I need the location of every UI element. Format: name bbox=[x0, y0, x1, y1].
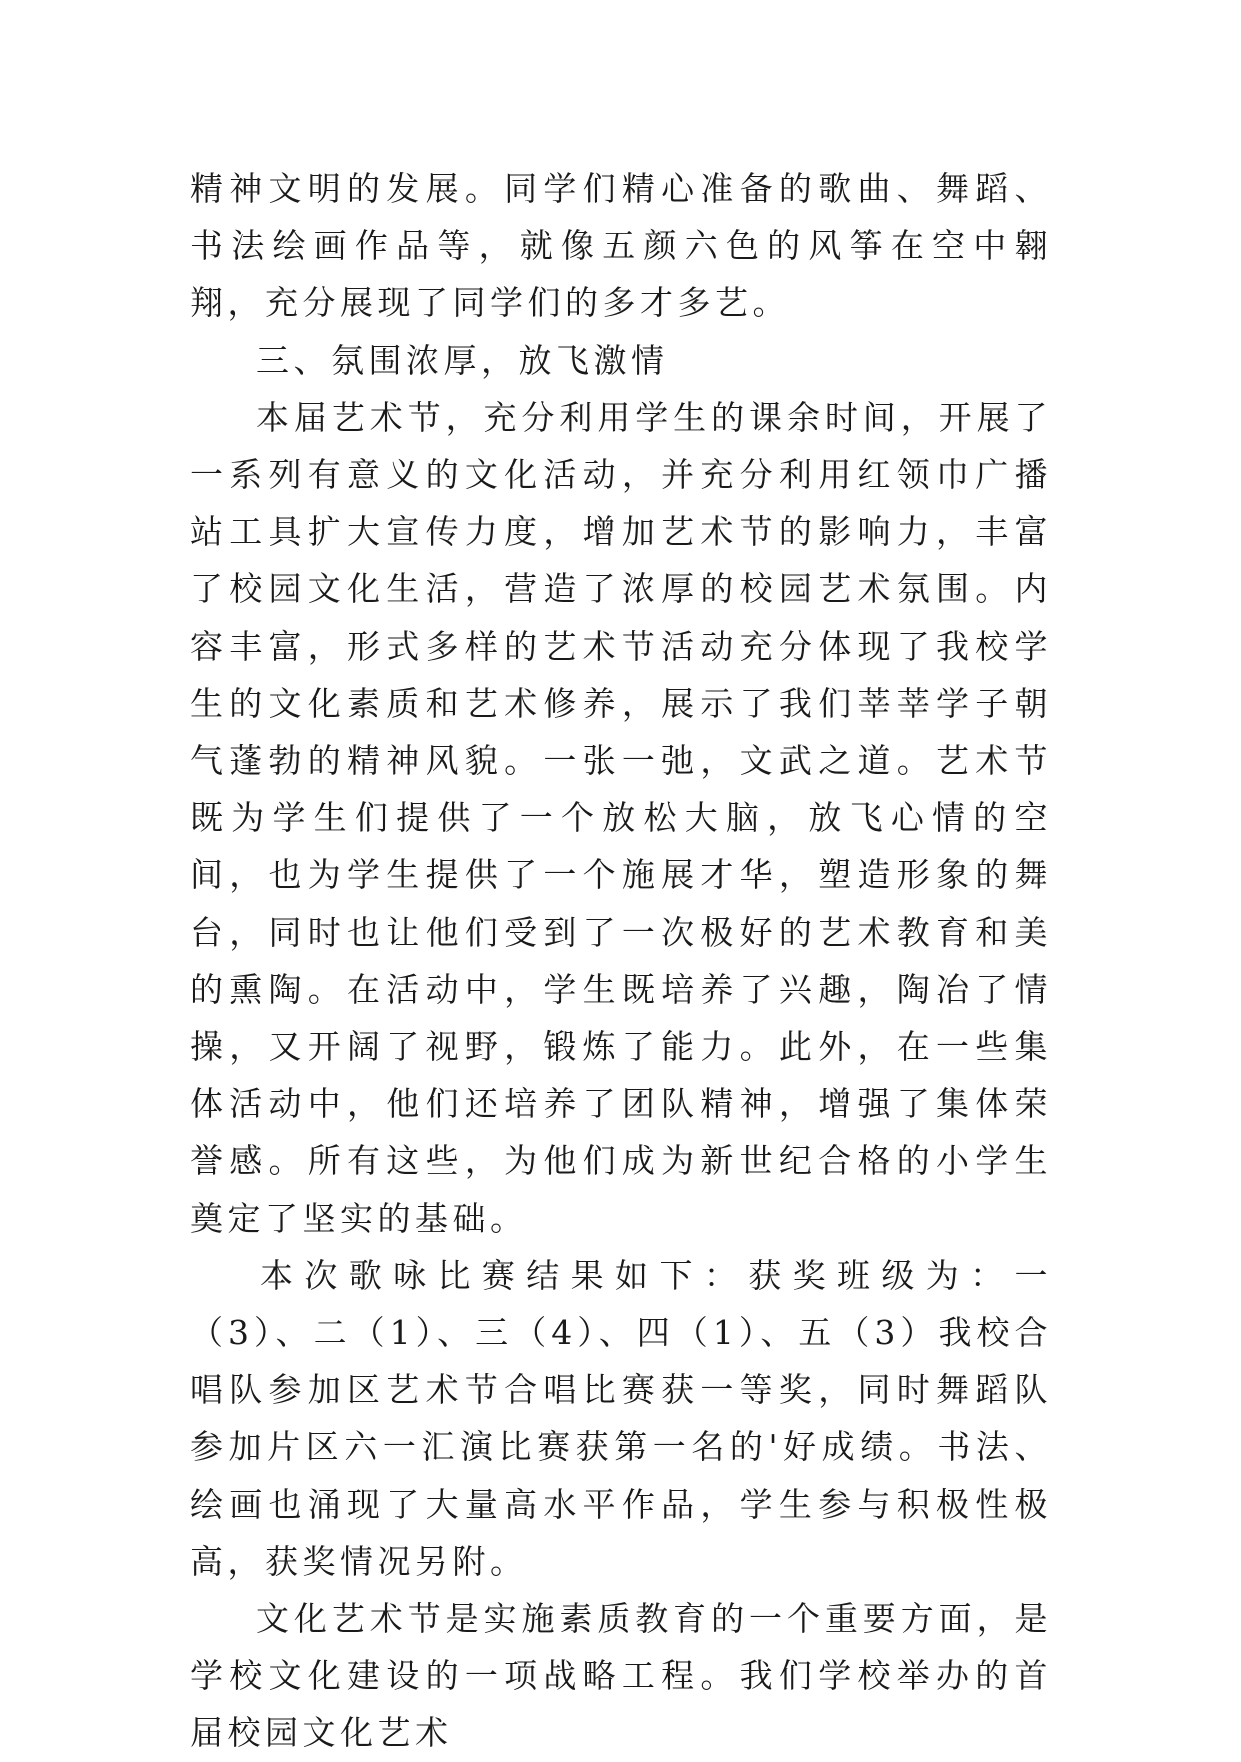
paragraph-competition-results: 本次歌咏比赛结果如下：获奖班级为：一（3）、二（1）、三（4）、四（1）、五（3）我校合唱队参加区艺术节合唱比赛获一等奖，同时舞蹈队参加片区六一汇演比赛获第一名的'好成绩。书法、绘画也涌现了大量高水平作品，学生参与积极性极高，获奖情况另附。 bbox=[190, 1255, 1052, 1581]
section-heading-atmosphere: 三、氛围浓厚，放飞激情 bbox=[256, 340, 669, 380]
paragraph-atmosphere: 本届艺术节，充分利用学生的课余时间，开展了一系列有意义的文化活动，并充分利用红领巾广播站工具扩大宣传力度，增加艺术节的影响力，丰富了校园文化生活，营造了浓厚的校园艺术氛围。内容丰富，形式多样的艺术节活动充分体现了我校学生的文化素质和艺术修养，展示了我们莘莘学子朝气蓬勃的精神风貌。一张一弛，文武之道。艺术节既为学生们提供了一个放松大脑，放飞心情的空间，也为学生提供了一个施展才华，塑造形象的舞台，同时也让他们受到了一次极好的艺术教育和美的熏陶。在活动中，学生既培养了兴趣，陶冶了情操，又开阔了视野，锻炼了能力。此外，在一些集体活动中，他们还培养了团队精神，增强了集体荣誉感。所有这些，为他们成为新世纪合格的小学生奠定了坚实的基础。 bbox=[190, 397, 1052, 1238]
paragraph-conclusion: 文化艺术节是实施素质教育的一个重要方面，是学校文化建设的一项战略工程。我们学校举办的首届校园文化艺术 bbox=[190, 1599, 1052, 1753]
document-body bbox=[190, 160, 1052, 1762]
paragraph-continuation: 精神文明的发展。同学们精心准备的歌曲、舞蹈、书法绘画作品等，就像五颜六色的风筝在空中翱翔，充分展现了同学们的多才多艺。 bbox=[190, 169, 1052, 323]
